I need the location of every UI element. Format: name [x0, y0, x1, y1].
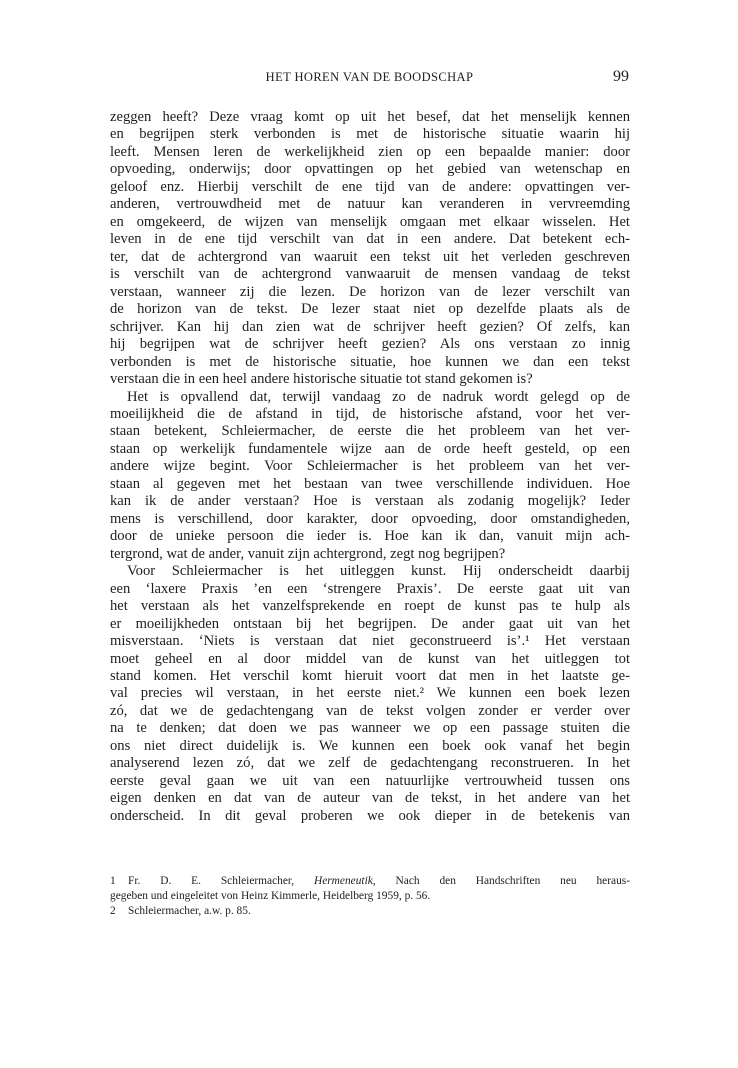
- text-line: schrijver. Kan hij dan zien wat de schrijver heeft gezien? Of zelfs, kan: [110, 318, 630, 335]
- running-title: HET HOREN VAN DE BOODSCHAP: [265, 70, 474, 84]
- text-line: moeilijkheid die de afstand in tijd, de historische afstand, voor het ver-: [110, 405, 630, 422]
- text-line: door de unieke persoon die ieder is. Hoe kan ik dan, vanuit mijn ach-: [110, 528, 630, 545]
- page-number: 99: [613, 68, 629, 85]
- text-line: hij begrijpen wat de schrijver heeft gezien? Als ons verstaan zo innig: [110, 336, 630, 353]
- footnote-1-line-2: gegeben und eingeleitet von Heinz Kimmerle, Heidelberg 1959, p. 56.: [110, 890, 431, 902]
- text-line: er moeilijkheden ontstaan bij het begrijpen. De ander gaat uit van het: [110, 615, 630, 632]
- text-line: anderen, vertrouwdheid met de natuur kan veranderen in vervreemding: [110, 196, 630, 213]
- text-line: na te denken; dat doen we pas wanneer we op een passage stuiten die: [110, 720, 630, 737]
- text-line: mens is verschillend, door karakter, door opvoeding, door omstandigheden,: [110, 510, 630, 527]
- text-line: moet geheel en al door middel van de kunst van het uitleggen tot: [110, 650, 630, 667]
- text-line: stand komen. Het verschil komt hieruit voort dat men in het laatste ge-: [110, 668, 630, 684]
- footnote-number: 1: [110, 875, 116, 887]
- text-line: zó, dat we de gedachtengang van de tekst volgen zonder er verder over: [110, 702, 630, 719]
- text-line: een ‘laxere Praxis ’en een ‘strengere Praxis’. De eerste gaat uit van: [110, 580, 630, 597]
- text-line: staan op werkelijk fundamentele wijze aan de orde heeft gesteld, op een: [110, 440, 630, 457]
- text-line: eerste geval gaan we uit van een natuurlijke vertrouwheid tussen ons: [110, 772, 630, 789]
- footnote-2-line-1: [110, 904, 630, 919]
- text-line: onderscheid. In dit geval proberen we ook dieper in de betekenis van: [110, 807, 630, 824]
- footnote-author: Fr. D. E. Schleiermacher,: [128, 875, 314, 887]
- text-line: eigen denken en dat van de auteur van de tekst, in het andere van het: [110, 790, 630, 807]
- text-line: ons niet direct duidelijk is. We kunnen een boek ook vanaf het begin: [110, 737, 630, 754]
- text-line: andere wijze begint. Voor Schleiermacher is het probleem van het ver-: [110, 458, 630, 475]
- footnotes: [110, 874, 630, 919]
- footnote-1-line-1: [110, 874, 630, 889]
- text-line: kan ik de ander verstaan? Hoe is verstaan als zodanig mogelijk? Ieder: [110, 493, 630, 510]
- text-line: val precies wil verstaan, in het eerste niet.² We kunnen een boek lezen: [110, 685, 630, 702]
- text-line: staan betekent, Schleiermacher, de eerste die het probleem van het ver-: [110, 423, 630, 440]
- footnote-number: 2: [110, 905, 116, 917]
- text-line: Voor Schleiermacher is het uitleggen kunst. Hij onderscheidt daarbij: [127, 563, 630, 580]
- text-line: analyserend lezen zó, dat we zelf de gedachtengang reconstrueren. In het: [110, 755, 630, 772]
- text-line: zeggen heeft? Deze vraag komt op uit het besef, dat het menselijk kennen: [110, 109, 630, 125]
- text-line: tergrond, wat de ander, vanuit zijn achtergrond, zegt nog begrijpen?: [110, 545, 506, 562]
- text-line: het verstaan als het vanzelfsprekende en roept de kunst pas te hulp als: [110, 598, 630, 615]
- text-line: misverstaan. ‘Niets is verstaan dat niet geconstrueerd is’.¹ Het verstaan: [110, 633, 630, 650]
- text-line: geloof enz. Hierbij verschilt de ene tijd van de andere: opvattingen ver-: [110, 178, 630, 195]
- text-line: leeft. Mensen leren de werkelijkheid zien op een bepaalde manier: door: [110, 143, 630, 160]
- footnote-text: Schleiermacher, a.w. p. 85.: [128, 905, 251, 917]
- footnote-text: [128, 875, 630, 887]
- text-line: en begrijpen sterk verbonden is met de historische situatie waarin hij: [110, 126, 630, 143]
- text-line: verstaan die in een heel andere historische situatie tot stand gekomen is?: [110, 371, 533, 388]
- text-line: opvoeding, onderwijs; door opvattingen op het gebied van wetenschap en: [110, 161, 630, 178]
- footnote-title: Hermeneutik,: [313, 875, 376, 887]
- text-line: verstaan, wanneer zij die lezen. De horizon van de lezer verschilt van: [110, 283, 630, 300]
- text-line: ter, dat de achtergrond van waaruit een tekst uit het verleden geschreven: [110, 248, 630, 265]
- text-line: verbonden is met de historische situatie, hoe kunnen we dan een tekst: [110, 353, 630, 370]
- text-line: leven in de ene tijd verschilt van dat in een andere. Dat betekent ech-: [110, 231, 630, 248]
- body-text: [110, 109, 630, 825]
- text-line: en omgekeerd, de wijzen van menselijk omgaan met elkaar wisselen. Het: [110, 213, 630, 230]
- text-line: staan al gegeven met het bestaan van twee verschillende individuen. Hoe: [110, 475, 630, 492]
- text-line: de horizon van de tekst. De lezer staat niet op dezelfde plaats als de: [110, 301, 630, 318]
- text-line: is verschilt van de achtergrond vanwaaruit de mensen vandaag de tekst: [110, 266, 630, 283]
- text-line: Het is opvallend dat, terwijl vandaag zo de nadruk wordt gelegd op de: [127, 388, 630, 405]
- page-header: [110, 70, 629, 92]
- footnote-text-continued: Nach den Handschriften neu heraus-: [375, 875, 631, 887]
